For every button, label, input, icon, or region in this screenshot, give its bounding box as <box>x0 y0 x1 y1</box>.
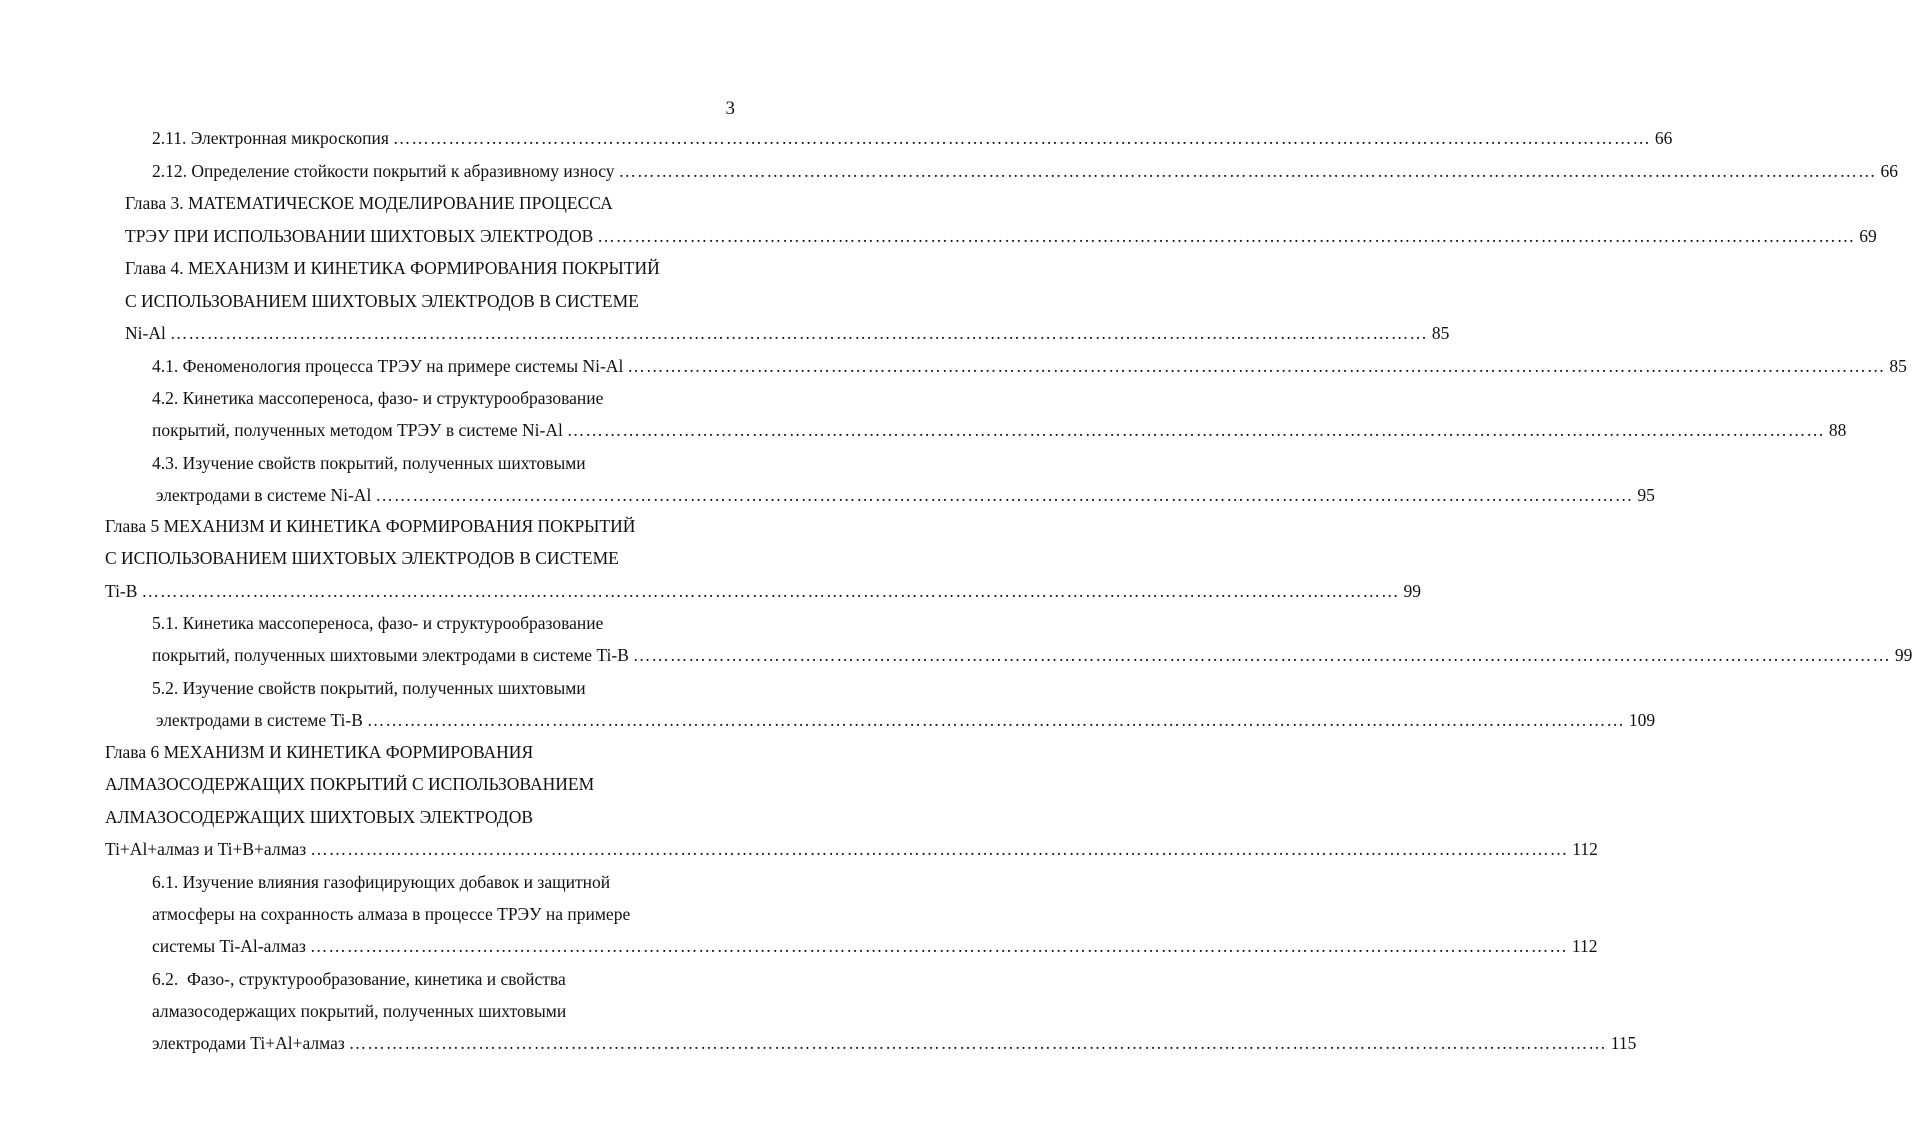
toc-entry-chapter-4 <box>125 322 1450 344</box>
leader-dots: …………………………………………………………………………………………………………………………………………………………………………………… <box>597 226 1856 246</box>
section-4-3-title: 4.3. Изучение свойств покрытий, полученных шихтовыми <box>152 453 586 473</box>
toc-entry-page: 95 <box>1637 485 1655 505</box>
leader-dots: …………………………………………………………………………………………………………………………………………………………………………………… <box>348 1033 1607 1053</box>
leader-dots: …………………………………………………………………………………………………………………………………………………………………………………… <box>392 128 1651 148</box>
toc-entry-5-1 <box>152 644 1912 666</box>
toc-entry-2-11 <box>152 127 1673 149</box>
toc-entry-4-3 <box>156 484 1655 506</box>
leader-dots: …………………………………………………………………………………………………………………………………………………………………………………… <box>375 485 1634 505</box>
toc-entry-text: Ni-Al <box>125 323 166 343</box>
toc-entry-text: системы Ti-Al-алмаз <box>152 936 306 956</box>
toc-entry-page: 115 <box>1610 1033 1637 1053</box>
chapter-4-title-line2: С ИСПОЛЬЗОВАНИЕМ ШИХТОВЫХ ЭЛЕКТРОДОВ В СИСТЕМЕ <box>125 291 639 311</box>
toc-entry-text: электродами Ti+Al+алмаз <box>152 1033 345 1053</box>
toc-entry-6-2 <box>152 1032 1637 1054</box>
toc-entry-page: 85 <box>1889 356 1907 376</box>
page-number: 3 <box>725 98 735 119</box>
chapter-5-title: Глава 5 МЕХАНИЗМ И КИНЕТИКА ФОРМИРОВАНИЯ ПОКРЫТИЙ <box>105 516 636 536</box>
toc-entry-page: 66 <box>1654 128 1673 148</box>
toc-entry-page: 112 <box>1572 839 1598 859</box>
chapter-5-title-line2: С ИСПОЛЬЗОВАНИЕМ ШИХТОВЫХ ЭЛЕКТРОДОВ В СИСТЕМЕ <box>105 548 619 568</box>
leader-dots: …………………………………………………………………………………………………………………………………………………………………………………… <box>566 420 1825 440</box>
section-6-2-title-line2: алмазосодержащих покрытий, полученных шихтовыми <box>152 1001 567 1021</box>
toc-entry-chapter-5 <box>105 580 1421 602</box>
leader-dots: …………………………………………………………………………………………………………………………………………………………………………………… <box>632 645 1891 665</box>
toc-entry-page: 99 <box>1894 645 1912 665</box>
toc-entry-4-2 <box>152 419 1847 441</box>
toc-entry-5-2 <box>156 709 1656 731</box>
chapter-6-title-line2: АЛМАЗОСОДЕРЖАЩИХ ПОКРЫТИЙ С ИСПОЛЬЗОВАНИЕМ <box>105 774 595 794</box>
section-5-2-title: 5.2. Изучение свойств покрытий, полученных шихтовыми <box>152 678 586 698</box>
toc-entry-text: Ti-B <box>105 581 138 601</box>
section-4-2-title: 4.2. Кинетика массопереноса, фазо- и структурообразование <box>152 388 604 408</box>
toc-entry-page: 112 <box>1571 936 1598 956</box>
toc-entry-text: покрытий, полученных шихтовыми электродами в системе Ti-B <box>152 645 629 665</box>
toc-entry-text: электродами в системе Ti-B <box>156 710 363 730</box>
toc-entry-chapter-3 <box>125 225 1877 247</box>
toc-entry-text: 2.12. Определение стойкости покрытий к абразивному износу <box>152 161 615 181</box>
toc-entry-page: 66 <box>1880 161 1899 181</box>
toc-entry-text: покрытий, полученных методом ТРЭУ в системе Ni-Al <box>152 420 563 440</box>
leader-dots: …………………………………………………………………………………………………………………………………………………………………………………… <box>169 323 1428 343</box>
leader-dots: …………………………………………………………………………………………………………………………………………………………………………………… <box>618 161 1877 181</box>
toc-entry-2-12 <box>152 160 1899 182</box>
chapter-6-title: Глава 6 МЕХАНИЗМ И КИНЕТИКА ФОРМИРОВАНИЯ <box>105 742 534 762</box>
toc-entry-page: 69 <box>1859 226 1877 246</box>
leader-dots: …………………………………………………………………………………………………………………………………………………………………………………… <box>309 936 1568 956</box>
toc-entry-text: 2.11. Электронная микроскопия <box>152 128 389 148</box>
leader-dots: …………………………………………………………………………………………………………………………………………………………………………………… <box>310 839 1569 859</box>
leader-dots: …………………………………………………………………………………………………………………………………………………………………………………… <box>627 356 1886 376</box>
toc-entry-text: 4.1. Феноменология процесса ТРЭУ на примере системы Ni-Al <box>152 356 624 376</box>
leader-dots: …………………………………………………………………………………………………………………………………………………………………………………… <box>366 710 1625 730</box>
chapter-3-title: Глава 3. МАТЕМАТИЧЕСКОЕ МОДЕЛИРОВАНИЕ ПРОЦЕССА <box>125 193 613 213</box>
section-6-1-title-line2: атмосферы на сохранность алмаза в процессе ТРЭУ на примере <box>152 904 631 924</box>
section-6-1-title: 6.1. Изучение влияния газофицирующих добавок и защитной <box>152 872 611 892</box>
toc-entry-text: ТРЭУ ПРИ ИСПОЛЬЗОВАНИИ ШИХТОВЫХ ЭЛЕКТРОДОВ <box>125 226 594 246</box>
toc-entry-4-1 <box>152 355 1907 377</box>
section-5-1-title: 5.1. Кинетика массопереноса, фазо- и структурообразование <box>152 613 604 633</box>
toc-entry-page: 109 <box>1628 710 1656 730</box>
chapter-4-title: Глава 4. МЕХАНИЗМ И КИНЕТИКА ФОРМИРОВАНИЯ ПОКРЫТИЙ <box>125 258 660 278</box>
chapter-6-title-line3: АЛМАЗОСОДЕРЖАЩИХ ШИХТОВЫХ ЭЛЕКТРОДОВ <box>105 807 533 827</box>
section-6-2-title: 6.2. Фазо-, структурообразование, кинетика и свойства <box>152 969 566 989</box>
toc-entry-text: электродами в системе Ni-Al <box>156 485 372 505</box>
toc-entry-chapter-6 <box>105 838 1598 860</box>
toc-entry-page: 88 <box>1828 420 1847 440</box>
toc-entry-text: Ti+Al+алмаз и Ti+B+алмаз <box>105 839 307 859</box>
leader-dots: …………………………………………………………………………………………………………………………………………………………………………………… <box>141 581 1400 601</box>
toc-entry-6-1 <box>152 935 1598 957</box>
toc-entry-page: 99 <box>1403 581 1421 601</box>
toc-entry-page: 85 <box>1431 323 1450 343</box>
